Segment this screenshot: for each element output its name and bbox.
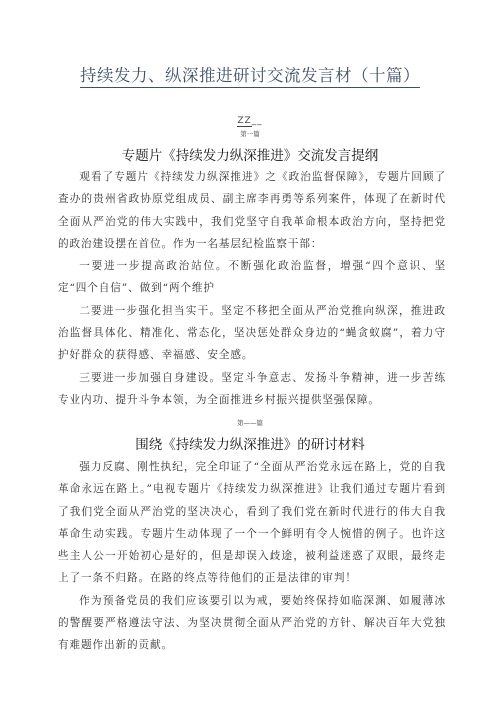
section1-heading: 专题片《持续发力纵深推进》交流发言提纲	[121, 148, 379, 164]
document-title-text: 持续发力、纵深推进研讨交流发言材（十篇）	[80, 66, 420, 88]
document-title	[0, 62, 500, 86]
section1-body	[58, 166, 446, 411]
top-mark	[0, 116, 500, 126]
top-mark-suffix: __	[251, 116, 263, 126]
section1-label: 第一篇	[240, 130, 260, 138]
section1-paragraph: 二要进一步强化担当实干。坚定不移把全面从严治党推向纵深，推进政治监督具体化、精准化、常态化，坚决惩处群众身边的“蝇贪蚁腐”，着力守护好群众的获得感、幸福感、安全感。	[58, 304, 446, 362]
section2-heading: 围绕《持续发力纵深推进》的研讨材料	[135, 437, 365, 453]
section1-paragraph: 一要进一步提高政治站位。不断强化政治监督，增强“四个意识、坚定“四个自信”、做到“两个维护	[58, 260, 446, 295]
top-mark-text: ZZ	[237, 116, 252, 126]
section2-paragraph: 强力反腐、刚性执纪，完全印证了“全面从严治党永远在路上，党的自我革命永远在路上。”电视专题片《持续发力纵深推进》让我们通过专题片看到了我们党全面从严治党的坚决决心，看到了我们党在新时代进行的伟大自我革命生动实践。专题片生动体现了一个一个鲜明有令人惋惜的例子。也许这些主人公一开始初心是好的，但是却误入歧途，被利益迷惑了双眼，最终走上了一条不归路。在路的终点等待他们的正是法律的审判！	[58, 461, 446, 585]
section1-paragraph: 三要进一步加强自身建设。坚定斗争意志、发扬斗争精神，进一步苦练专业内功、提升斗争本领，为全面推进乡村振兴提供坚强保障。	[58, 371, 446, 406]
section2-paragraph: 作为预备党员的我们应该要引以为戒，要始终保持如临深渊、如履薄冰的警醒要严格遵法守法、为坚决贯彻全面从严治党的方针、解决百年大党独有难题作出新的贡献。	[58, 594, 446, 652]
section1-paragraph: 观看了专题片《持续发力纵深推进》之《政治监督保障》，专题片回顾了查办的贵州省政协原党组成员、副主席李再勇等系列案件，体现了在新时代全面从严治党的伟大实践中，我们党坚守自我革命根本政治方向，坚持把党的政治建设摆在首位。作为一名基层纪检监察干部：	[58, 171, 446, 250]
section2-label: 第——篇	[237, 419, 263, 427]
section2-body	[58, 456, 446, 657]
